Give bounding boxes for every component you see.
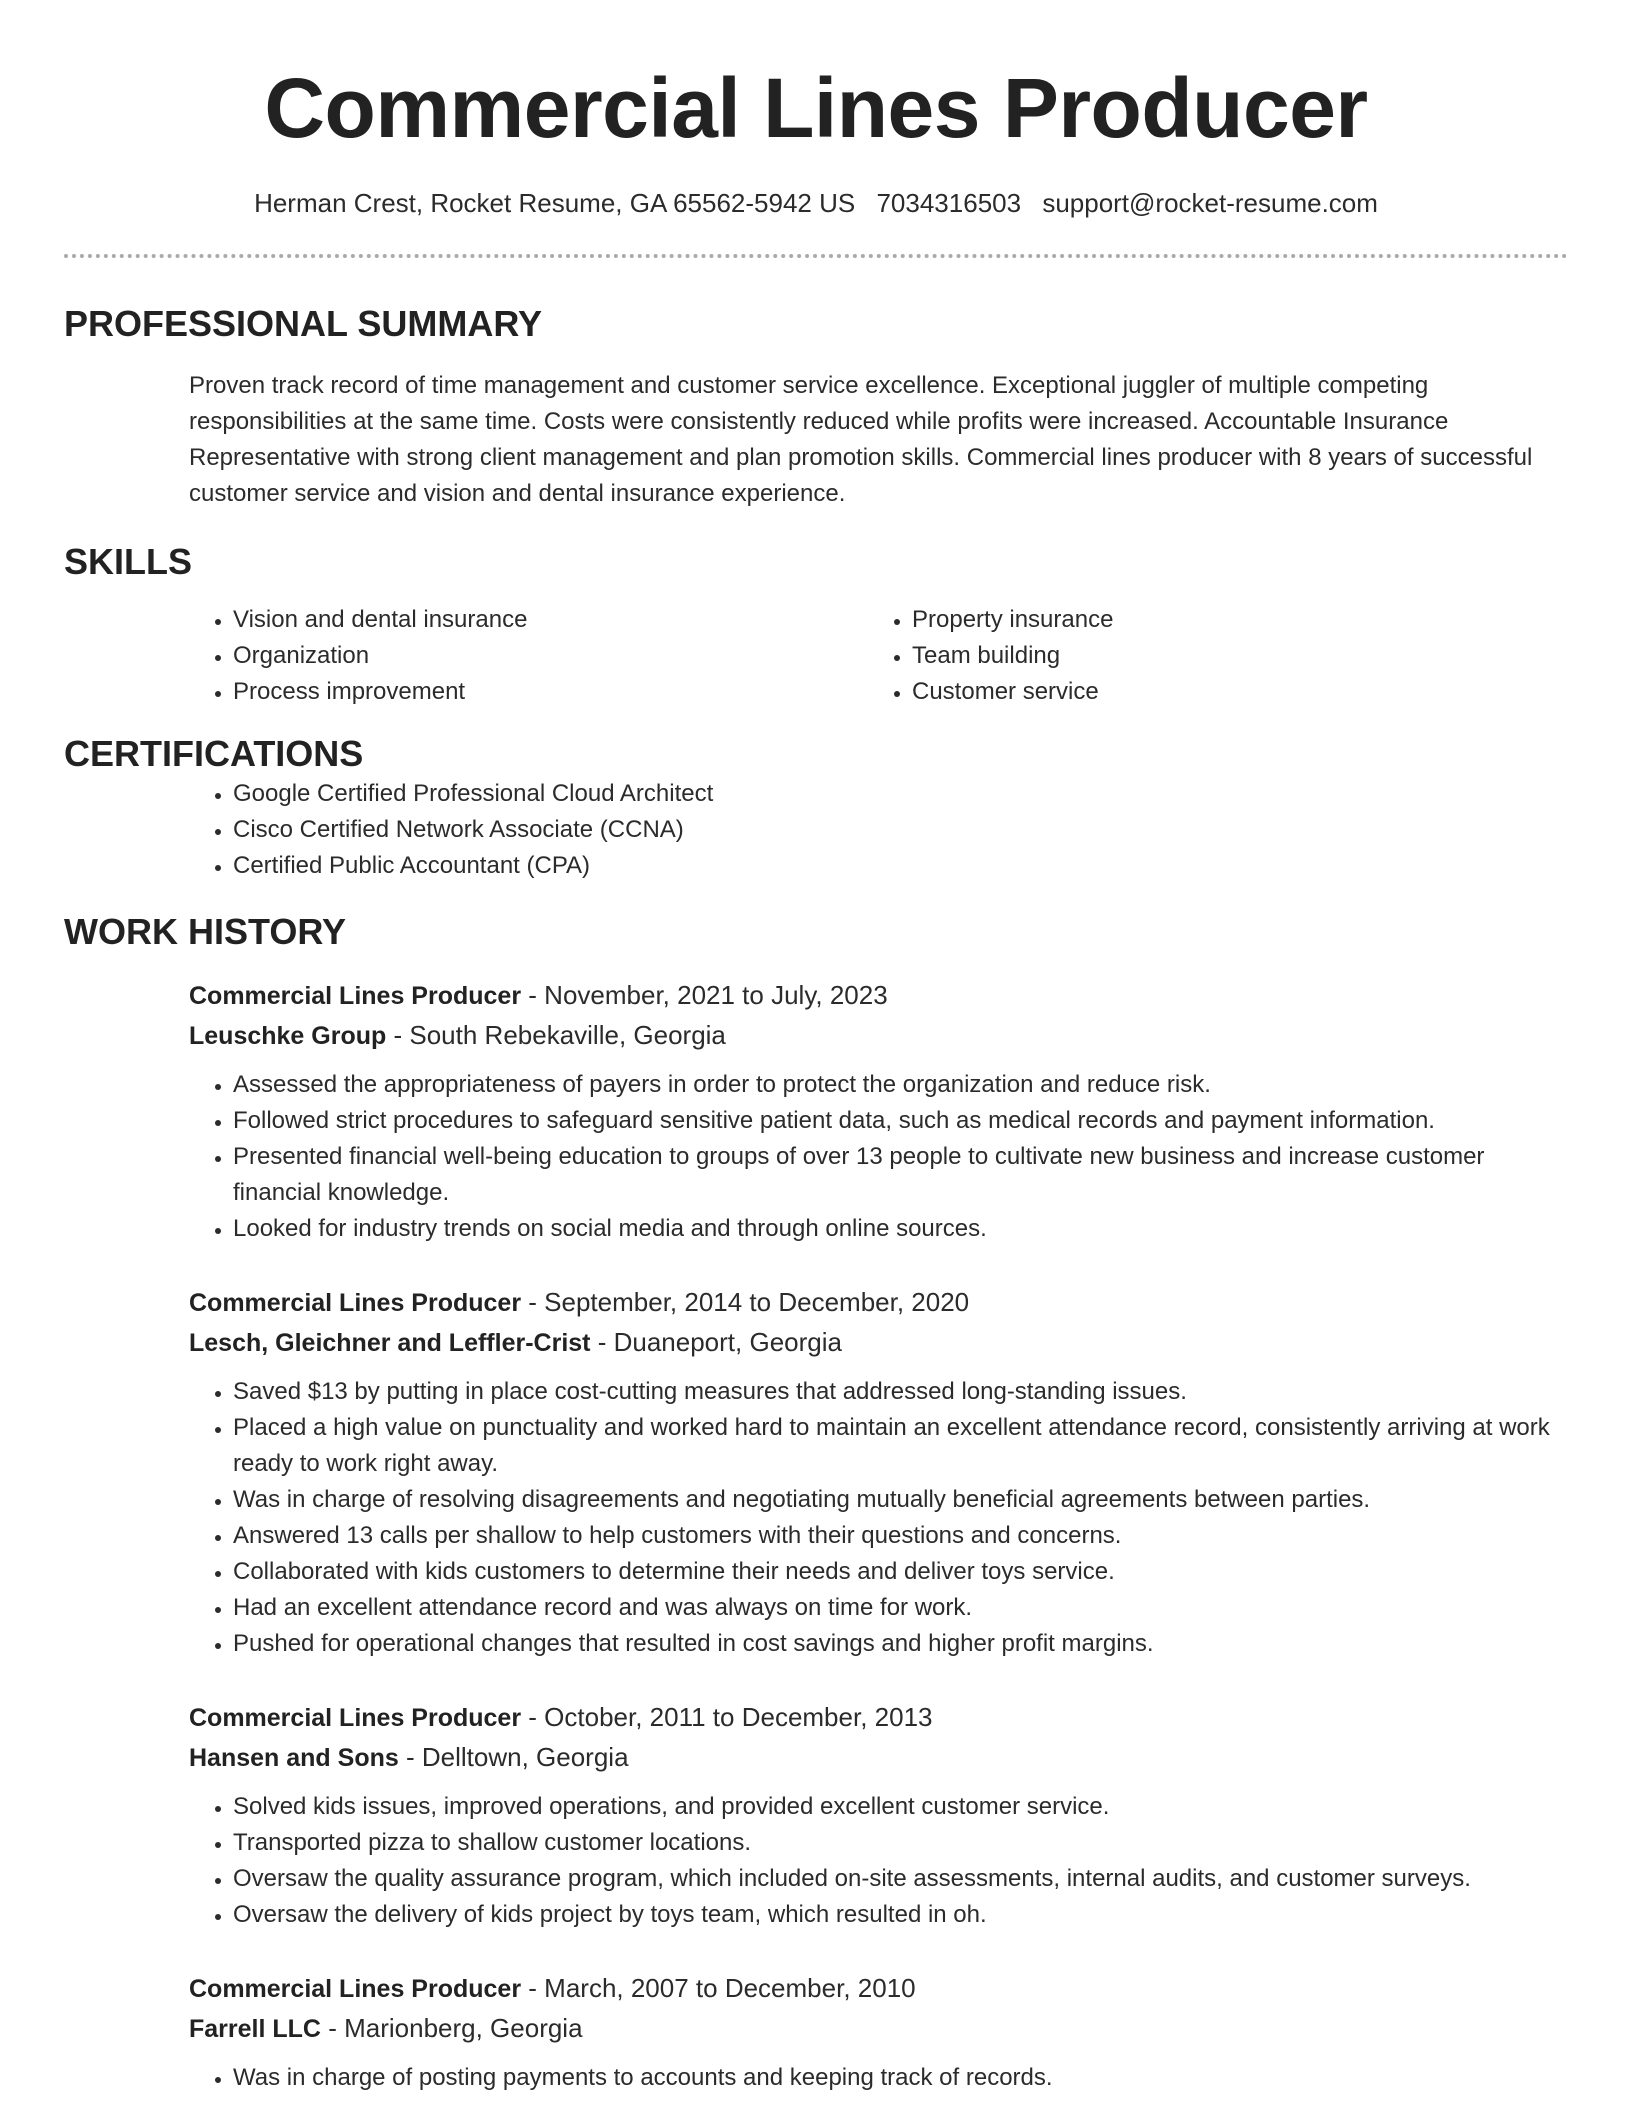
skills-column-1 (64, 602, 743, 710)
job-company-line (189, 1738, 1568, 1778)
skills-heading: SKILLS (64, 541, 193, 582)
job-role-line (189, 1698, 1568, 1738)
job-location: - Duaneport, Georgia (590, 1327, 842, 1357)
job-bullet: • Was in charge of resolving disagreements and negotiating mutually beneficial agreements between parties. (233, 1482, 1573, 1518)
job-role-line (189, 1969, 1568, 2009)
job-bullet: • Looked for industry trends on social media and through online sources. (233, 1211, 1573, 1247)
job-company-line (189, 1016, 1568, 1056)
summary-text: Proven track record of time management and customer service excellence. Exceptional juggler of multiple competing responsibilities at the same time. Costs were consistently reduced while profits were increased. Accountable Insurance Representative with strong client management and plan promotion skills. Commercial lines producer with 8 years of successful customer service and vision and dental insurance experience. (189, 372, 1533, 507)
job-entry (189, 1698, 1568, 1933)
contact-address: Herman Crest, Rocket Resume, GA 65562-5942 US (254, 188, 856, 218)
job-bullets (189, 1374, 1573, 1662)
job-role: Commercial Lines Producer (189, 1704, 522, 1732)
job-role: Commercial Lines Producer (189, 1975, 522, 2003)
job-dates: - March, 2007 to December, 2010 (521, 1973, 916, 2003)
skill-item: • Team building (912, 638, 1113, 674)
job-bullets (189, 2060, 1573, 2096)
job-location: - South Rebekaville, Georgia (386, 1020, 726, 1050)
job-bullets (189, 1789, 1573, 1933)
skill-item: • Property insurance (912, 602, 1113, 638)
job-bullet: • Presented financial well-being education to groups of over 13 people to cultivate new business and increase customer financial knowledge. (233, 1139, 1573, 1211)
contact-line (64, 186, 1568, 220)
job-entry (189, 1283, 1568, 1662)
job-bullet: • Solved kids issues, improved operations, and provided excellent customer service. (233, 1789, 1573, 1825)
job-role-line (189, 1283, 1568, 1323)
job-location: - Marionberg, Georgia (320, 2013, 583, 2043)
job-bullet: • Pushed for operational changes that resulted in cost savings and higher profit margins. (233, 1626, 1573, 1662)
job-bullet: • Oversaw the delivery of kids project by toys team, which resulted in oh. (233, 1897, 1573, 1933)
job-bullet: • Transported pizza to shallow customer locations. (233, 1825, 1573, 1861)
skill-item: • Organization (233, 638, 743, 674)
skills-column-2 (743, 602, 1113, 710)
certification-item: • Certified Public Accountant (CPA) (233, 848, 1568, 884)
skills-grid (64, 602, 1568, 710)
resume-page (64, 0, 1568, 2096)
job-location: - Delltown, Georgia (398, 1742, 629, 1772)
job-company: Farrell LLC (189, 2015, 321, 2043)
job-dates: - September, 2014 to December, 2020 (521, 1287, 970, 1317)
job-company: Lesch, Gleichner and Leffler-Crist (189, 1329, 591, 1357)
job-bullet: • Placed a high value on punctuality and worked hard to maintain an excellent attendance record, consistently arriving at work ready to work right away. (233, 1410, 1573, 1482)
job-company: Hansen and Sons (189, 1744, 399, 1772)
summary-heading: PROFESSIONAL SUMMARY (64, 303, 543, 344)
work-history-heading: WORK HISTORY (64, 911, 347, 952)
contact-email: support@rocket-resume.com (1042, 188, 1378, 218)
job-company-line (189, 2009, 1568, 2049)
job-bullet: • Collaborated with kids customers to determine their needs and deliver toys service. (233, 1554, 1573, 1590)
job-bullet: • Saved $13 by putting in place cost-cutting measures that addressed long-standing issues. (233, 1374, 1573, 1410)
skill-item: • Process improvement (233, 674, 743, 710)
resume-title: Commercial Lines Producer (264, 61, 1368, 155)
job-bullets (189, 1067, 1573, 1247)
job-company-line (189, 1323, 1568, 1363)
certification-item: • Google Certified Professional Cloud Architect (233, 776, 1568, 812)
job-bullet: • Oversaw the quality assurance program, which included on-site assessments, internal audits, and customer surveys. (233, 1861, 1573, 1897)
header-divider (64, 254, 1568, 258)
job-company: Leuschke Group (189, 1022, 387, 1050)
job-role-line (189, 976, 1568, 1016)
job-role: Commercial Lines Producer (189, 1289, 522, 1317)
job-dates: - October, 2011 to December, 2013 (521, 1702, 933, 1732)
skill-item: • Customer service (912, 674, 1113, 710)
job-bullet: • Had an excellent attendance record and was always on time for work. (233, 1590, 1573, 1626)
certification-item: • Cisco Certified Network Associate (CCNA) (233, 812, 1568, 848)
job-dates: - November, 2021 to July, 2023 (521, 980, 888, 1010)
job-entry (189, 1969, 1568, 2096)
certifications-list (64, 776, 1568, 884)
job-bullet: • Assessed the appropriateness of payers in order to protect the organization and reduce risk. (233, 1067, 1573, 1103)
skill-item: • Vision and dental insurance (233, 602, 743, 638)
job-bullet: • Answered 13 calls per shallow to help customers with their questions and concerns. (233, 1518, 1573, 1554)
contact-phone: 7034316503 (876, 188, 1022, 218)
job-bullet: • Was in charge of posting payments to accounts and keeping track of records. (233, 2060, 1573, 2096)
job-bullet: • Followed strict procedures to safeguard sensitive patient data, such as medical records and payment information. (233, 1103, 1573, 1139)
job-entry (189, 976, 1568, 1247)
certifications-heading: CERTIFICATIONS (64, 733, 364, 774)
job-role: Commercial Lines Producer (189, 982, 522, 1010)
